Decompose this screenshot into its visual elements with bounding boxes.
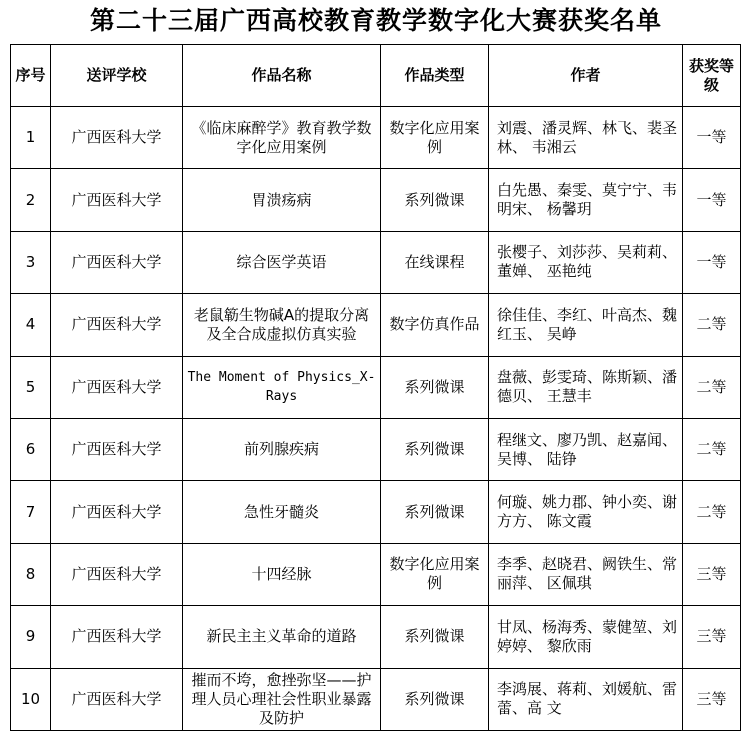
cell-award: 三等 — [683, 606, 741, 668]
cell-work: 前列腺疾病 — [183, 418, 381, 480]
cell-award: 二等 — [683, 294, 741, 356]
cell-no: 7 — [11, 481, 51, 543]
cell-no: 2 — [11, 169, 51, 231]
header-work: 作品名称 — [183, 45, 381, 107]
cell-school: 广西医科大学 — [51, 543, 183, 605]
header-no: 序号 — [11, 45, 51, 107]
cell-work: 急性牙髓炎 — [183, 481, 381, 543]
cell-award: 三等 — [683, 543, 741, 605]
cell-work: 新民主主义革命的道路 — [183, 606, 381, 668]
cell-author: 李鸿展、蒋莉、刘媛航、雷蕾、高 文 — [489, 668, 683, 730]
cell-author: 李季、赵晓君、阙铁生、常丽萍、 区佩琪 — [489, 543, 683, 605]
table-row — [11, 418, 741, 480]
table-row — [11, 543, 741, 605]
cell-school: 广西医科大学 — [51, 294, 183, 356]
table-row — [11, 294, 741, 356]
cell-type: 在线课程 — [381, 231, 489, 293]
cell-school: 广西医科大学 — [51, 107, 183, 169]
cell-school: 广西医科大学 — [51, 356, 183, 418]
cell-school: 广西医科大学 — [51, 231, 183, 293]
cell-award: 三等 — [683, 668, 741, 730]
cell-type: 数字化应用案例 — [381, 107, 489, 169]
cell-author: 白先愚、秦雯、莫宁宁、韦明宋、 杨馨玥 — [489, 169, 683, 231]
cell-work: 十四经脉 — [183, 543, 381, 605]
cell-type: 数字仿真作品 — [381, 294, 489, 356]
cell-author: 张樱子、刘莎莎、吴莉莉、董婵、 巫艳纯 — [489, 231, 683, 293]
cell-award: 一等 — [683, 107, 741, 169]
cell-work: 老鼠簕生物碱A的提取分离 及全合成虚拟仿真实验 — [183, 294, 381, 356]
table-row — [11, 107, 741, 169]
cell-work: 《临床麻醉学》教育教学数 字化应用案例 — [183, 107, 381, 169]
cell-award: 二等 — [683, 418, 741, 480]
cell-type: 系列微课 — [381, 169, 489, 231]
cell-school: 广西医科大学 — [51, 606, 183, 668]
cell-author: 程继文、廖乃凯、赵嘉闻、吴博、 陆铮 — [489, 418, 683, 480]
cell-author: 何璇、姚力郡、钟小奕、谢方方、 陈文霞 — [489, 481, 683, 543]
cell-no: 8 — [11, 543, 51, 605]
cell-no: 3 — [11, 231, 51, 293]
cell-no: 4 — [11, 294, 51, 356]
table-row — [11, 356, 741, 418]
cell-type: 系列微课 — [381, 481, 489, 543]
cell-school: 广西医科大学 — [51, 418, 183, 480]
cell-author: 盘薇、彭雯琦、陈斯颖、潘德贝、 王慧丰 — [489, 356, 683, 418]
table-row — [11, 481, 741, 543]
page-title: 第二十三届广西高校教育教学数字化大赛获奖名单 — [89, 6, 662, 35]
cell-author: 徐佳佳、李红、叶高杰、魏红玉、 吴峥 — [489, 294, 683, 356]
cell-school: 广西医科大学 — [51, 668, 183, 730]
cell-work: 摧而不垮，愈挫弥坚——护 理人员心理社会性职业暴露 及防护 — [183, 668, 381, 730]
cell-no: 6 — [11, 418, 51, 480]
cell-type: 系列微课 — [381, 356, 489, 418]
cell-type: 系列微课 — [381, 418, 489, 480]
cell-author: 甘凤、杨海秀、蒙健堃、刘婷婷、 黎欣雨 — [489, 606, 683, 668]
header-author: 作者 — [489, 45, 683, 107]
table-row — [11, 606, 741, 668]
cell-author: 刘震、潘灵辉、林飞、裴圣林、 韦湘云 — [489, 107, 683, 169]
cell-school: 广西医科大学 — [51, 481, 183, 543]
cell-award: 一等 — [683, 169, 741, 231]
cell-award: 一等 — [683, 231, 741, 293]
cell-no: 9 — [11, 606, 51, 668]
table-header-row — [11, 45, 741, 107]
cell-award: 二等 — [683, 356, 741, 418]
award-table — [10, 44, 741, 731]
cell-award: 二等 — [683, 481, 741, 543]
table-row — [11, 169, 741, 231]
cell-work: 综合医学英语 — [183, 231, 381, 293]
cell-type: 系列微课 — [381, 606, 489, 668]
cell-no: 5 — [11, 356, 51, 418]
cell-work: 胃溃疡病 — [183, 169, 381, 231]
header-school: 送评学校 — [51, 45, 183, 107]
table-row — [11, 668, 741, 730]
cell-type: 数字化应用案例 — [381, 543, 489, 605]
cell-type: 系列微课 — [381, 668, 489, 730]
cell-no: 10 — [11, 668, 51, 730]
cell-school: 广西医科大学 — [51, 169, 183, 231]
cell-work: The Moment of Physics_X-Rays — [183, 356, 381, 418]
table-row — [11, 231, 741, 293]
header-type: 作品类型 — [381, 45, 489, 107]
cell-no: 1 — [11, 107, 51, 169]
header-award: 获奖等级 — [683, 45, 741, 107]
